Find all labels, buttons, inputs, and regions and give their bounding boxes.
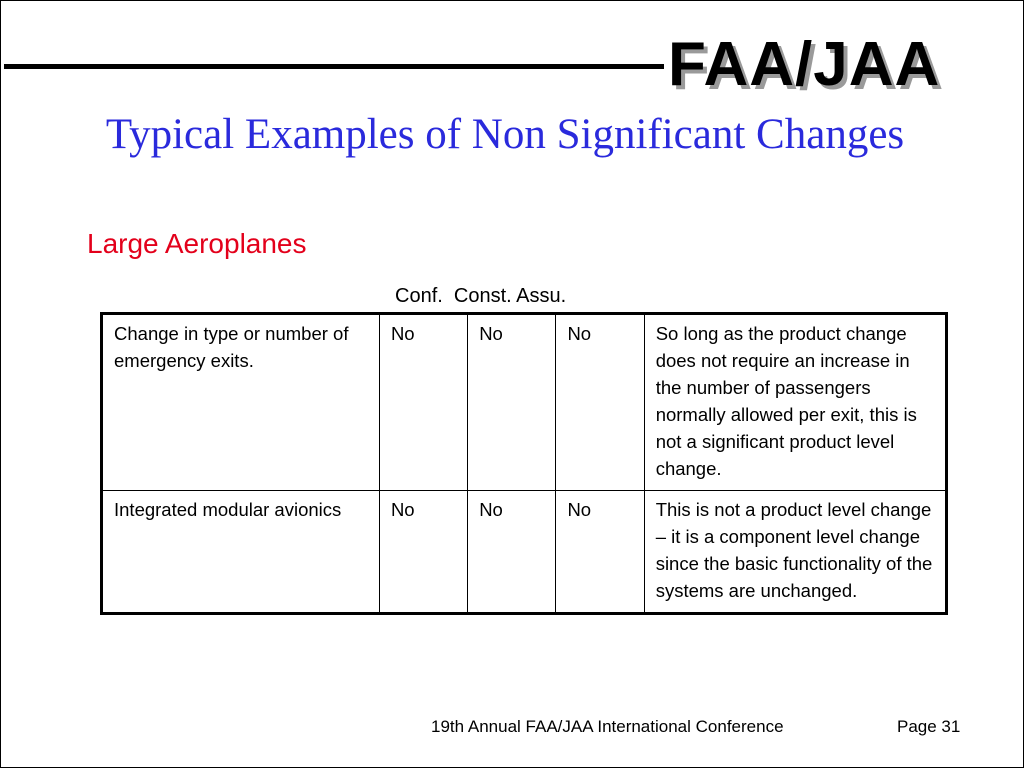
slide-title: Typical Examples of Non Significant Changes — [105, 111, 905, 158]
change-description-cell: Integrated modular avionics — [102, 491, 380, 614]
conf-cell: No — [379, 491, 467, 614]
slide-subtitle: Large Aeroplanes — [87, 228, 307, 259]
table-row — [102, 314, 947, 491]
footer-page-number: Page 31 — [897, 717, 961, 736]
change-description-cell: Change in type or number of emergency exits. — [102, 314, 380, 491]
assu-cell: No — [556, 491, 644, 614]
conf-cell: No — [379, 314, 467, 491]
assu-cell: No — [556, 314, 644, 491]
header-rule — [4, 64, 664, 69]
changes-table — [100, 312, 948, 615]
note-cell: This is not a product level change – it is a component level change since the basic functionality of the systems are unchanged. — [644, 491, 946, 614]
note-cell: So long as the product change does not require an increase in the number of passengers normally allowed per exit, this is not a significant product level change. — [644, 314, 946, 491]
table-row — [102, 491, 947, 614]
footer-conference: 19th Annual FAA/JAA International Conference — [431, 717, 784, 736]
faa-jaa-logo: FAA/JAA — [668, 30, 941, 99]
const-cell: No — [468, 314, 556, 491]
const-cell: No — [468, 491, 556, 614]
column-headers: Conf. Const. Assu. — [395, 285, 567, 307]
